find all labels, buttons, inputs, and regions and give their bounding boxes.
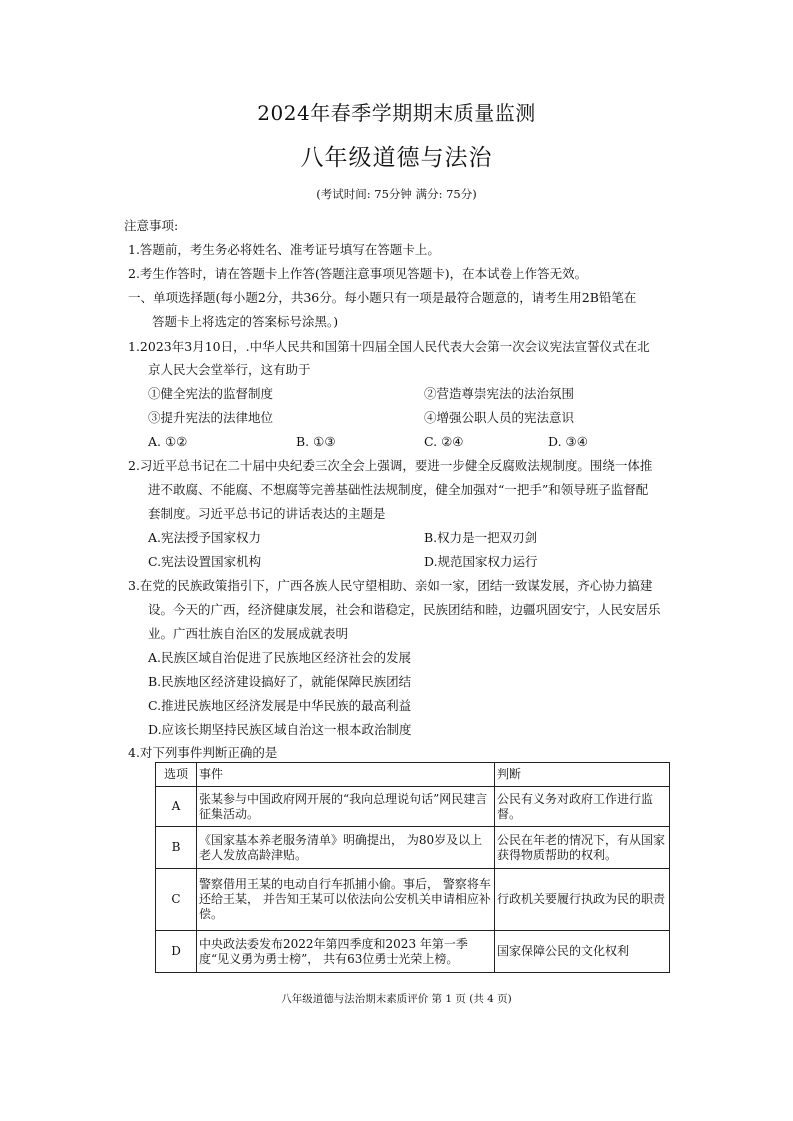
- q1-option-d: D. ③④: [548, 434, 588, 449]
- row-event: 警察借用王某的电动自行车抓捕小偷。事后， 警察将车还给王某， 并告知王某可以依法向公安机关申请相应补偿。: [197, 869, 495, 931]
- table-header-row: [156, 763, 670, 787]
- q4-stem: 4.对下列事件判断正确的是: [128, 745, 278, 760]
- notes-heading: 注意事项:: [124, 218, 179, 233]
- q2-option-b: B.权力是一把双刃剑: [424, 530, 538, 545]
- row-event: 张某参与中国政府网开展的“我向总理说句话”网民建言征集活动。: [197, 787, 495, 827]
- q3-stem-line3: 业。广西壮族自治区的发展成就表明: [148, 626, 349, 641]
- section1-heading-cont: 答题卡上将选定的答案标号涂黑。): [152, 314, 339, 329]
- section1-heading: 一、单项选择题(每小题2分，共36分。每小题只有一项是最符合题意的，请考生用2B铅笔在: [128, 290, 637, 305]
- q1-stem-line2: 京人民大会堂举行，这有助于: [148, 362, 311, 377]
- header-option: 选项: [156, 763, 197, 787]
- header-event: 事件: [197, 763, 495, 787]
- table-row: [156, 931, 670, 973]
- q3-option-a: A.民族区域自治促进了民族地区经济社会的发展: [148, 650, 412, 665]
- exam-info: (考试时间: 75分钟 满分: 75分): [316, 187, 477, 201]
- note-item-2: 2.考生作答时，请在答题卡上作答(答题注意事项见答题卡)，在本试卷上作答无效。: [128, 266, 588, 281]
- q2-option-d: D.规范国家权力运行: [424, 554, 538, 569]
- row-judgement: 公民在年老的情况下，有从国家获得物质帮助的权利。: [495, 827, 670, 869]
- q1-option-a: A. ①②: [148, 434, 188, 449]
- q2-stem-line2: 进不敢腐、不能腐、不想腐等完善基础性法规制度，健全加强对“一把手”和领导班子监督配: [148, 482, 649, 497]
- table-row: [156, 869, 670, 931]
- q4-table: [155, 762, 670, 973]
- row-event: 中央政法委发布2022年第四季度和2023 年第一季度“见义勇为勇士榜”， 共有63位勇士光荣上榜。: [197, 931, 495, 973]
- q3-stem-line2: 设。今天的广西，经济健康发展，社会和谐稳定，民族团结和睦，边疆巩固安宁，人民安居乐: [148, 602, 661, 617]
- q3-option-b: B.民族地区经济建设搞好了，就能保障民族团结: [148, 674, 412, 689]
- row-option: A: [156, 787, 197, 827]
- exam-title: 2024年春季学期期末质量监测: [257, 101, 536, 125]
- note-item-1: 1.答题前，考生务必将姓名、准考证号填写在答题卡上。: [128, 242, 440, 257]
- row-judgement: 行政机关要履行执政为民的职责: [495, 869, 670, 931]
- row-option: D: [156, 931, 197, 973]
- q1-statement-2: ②营造尊崇宪法的法治氛围: [424, 386, 575, 401]
- q2-option-a: A.宪法授予国家权力: [148, 530, 262, 545]
- table-row: [156, 827, 670, 869]
- page-footer: 八年级道德与法治期末素质评价 第 1 页 (共 4 页): [281, 993, 512, 1005]
- q1-statement-4: ④增强公职人员的宪法意识: [424, 410, 575, 425]
- q3-stem-line1: 3.在党的民族政策指引下，广西各族人民守望相助、亲如一家，团结一致谋发展，齐心协力搞建: [128, 578, 653, 593]
- q3-option-d: D.应该长期坚持民族区域自治这一根本政治制度: [148, 722, 412, 737]
- q1-statement-3: ③提升宪法的法律地位: [148, 410, 274, 425]
- q2-option-c: C.宪法设置国家机构: [148, 554, 262, 569]
- row-option: C: [156, 869, 197, 931]
- row-judgement: 国家保障公民的文化权利: [495, 931, 670, 973]
- q2-stem-line1: 2.习近平总书记在二十届中央纪委三次全会上强调，要进一步健全反腐败法规制度。围绕一体推: [128, 458, 653, 473]
- row-option: B: [156, 827, 197, 869]
- q1-option-b: B. ①③: [296, 434, 336, 449]
- q1-option-c: C. ②④: [424, 434, 464, 449]
- row-event: 《国家基本养老服务清单》明确提出， 为80岁及以上老人发放高龄津贴。: [197, 827, 495, 869]
- header-judgement: 判断: [495, 763, 670, 787]
- subject-title: 八年级道德与法治: [300, 145, 493, 171]
- q2-stem-line3: 套制度。习近平总书记的讲话表达的主题是: [148, 506, 386, 521]
- row-judgement: 公民有义务对政府工作进行监督。: [495, 787, 670, 827]
- table-row: [156, 787, 670, 827]
- q3-option-c: C.推进民族地区经济发展是中华民族的最高利益: [148, 698, 412, 713]
- q1-statement-1: ①健全宪法的监督制度: [148, 386, 274, 401]
- q1-stem-line1: 1.2023年3月10日，.中华人民共和国第十四届全国人民代表大会第一次会议宪法宣誓仪式在北: [128, 339, 650, 354]
